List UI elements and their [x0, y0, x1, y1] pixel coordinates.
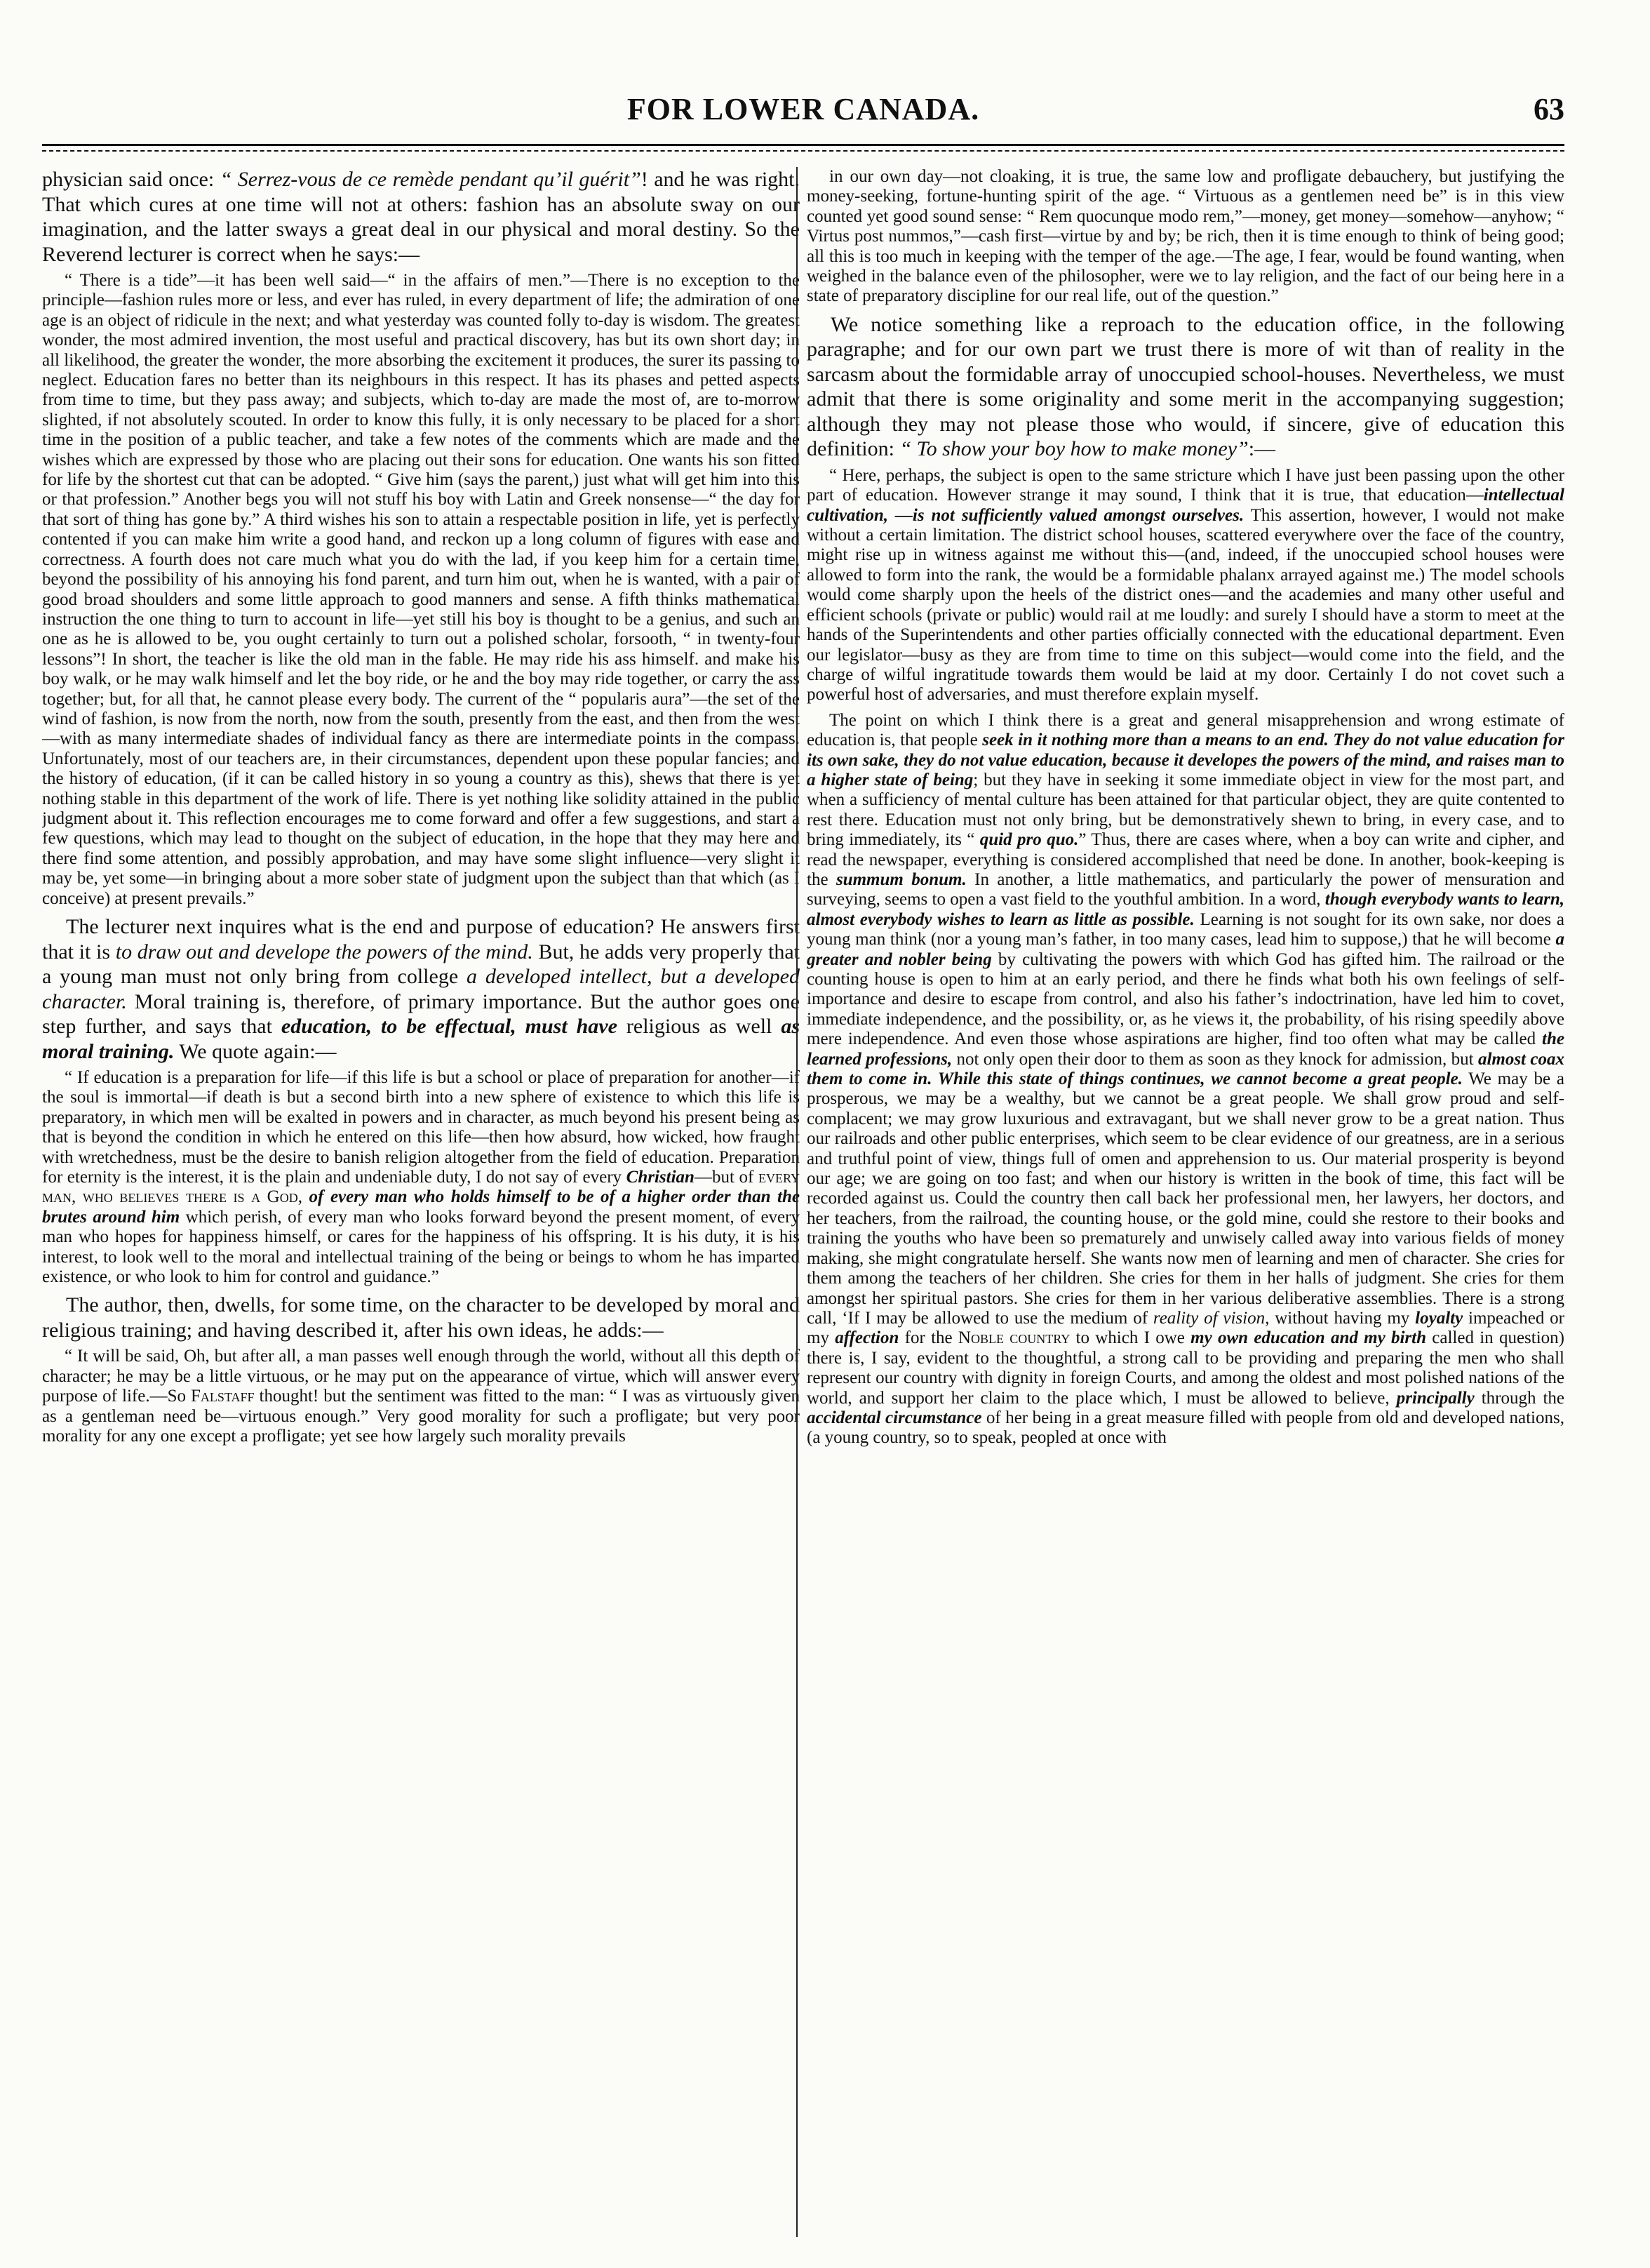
text-run: which perish, of every man who looks forward beyond the present moment, of every man who hopes for happiness himself, or cares for the happiness of his offspring. It is his duty, it is his interest, to look well to the moral and intellectual training of the being or beings to whom he has imparted existence, or who look to him for control and guidance.” [42, 1207, 800, 1287]
text-run: religious as well [617, 1015, 782, 1038]
emphasized-text: a greater and nobler being [807, 930, 1564, 969]
page-number: 63 [1534, 92, 1564, 126]
right-column [807, 167, 1564, 2237]
body-paragraph [42, 167, 800, 267]
block-quote-paragraph [42, 1068, 800, 1287]
text-run: ; but they have in seeking it some immediate object in view for the most part, and when a sufficiency of mental culture has been attained for that particular object, they are quite contented to rest there. Education must not only bring, but be demonstratively shewn to bring, in every case, and to bring immediately, its “ [807, 770, 1564, 850]
text-run: called in question) there is, I say, evident to the thoughtful, a strong call to be providing and preparing the men who shall represent our country with dignity in foreign Courts, and among the oldest and most polished nations of the world, and support her claim to the place which, I must be allowed to believe, [807, 1328, 1564, 1408]
body-paragraph [42, 1293, 800, 1342]
emphasized-text: intellectual cultivation, —is not sufficiently valued amongst ourselves. [807, 486, 1564, 525]
text-run: impeached or my [807, 1308, 1564, 1348]
text-run: “ If education is a preparation for life—if this life is but a school or place of preparation for another—if the soul is immortal—if death is but a second birth into a new sphere of existence to which this life is preparatory, in which men will be exalted in powers and in character, as much beyond his present being as that is beyond the condition in which he entered on this life—then how absurd, how wicked, how fraught with wretchedness, must be the desire to banish religion altogether from the field of education. Preparation for eternity is the interest, it is the plain and undeniable duty, I do not say of every [42, 1068, 800, 1187]
emphasized-text: principally [1396, 1388, 1475, 1408]
text-run: Moral training is, therefore, of primary importance. But the author goes one step further, and says that [42, 989, 800, 1038]
emphasized-text: loyalty [1415, 1308, 1463, 1328]
text-run: We quote again:— [174, 1039, 337, 1063]
block-quote-paragraph [807, 711, 1564, 1448]
header-rule-dashed [42, 150, 1564, 152]
text-run: But, he adds very properly that a young man must not only bring from college [42, 940, 800, 988]
text-run: in our own day—not cloaking, it is true, the same low and profligate debauchery, but justifying the money-seeking, fortune-hunting spirit of the age. “ Virtuous as a gentlemen need be” is in this view counted yet good sound sense: “ Rem quocunque modo rem,”—money, get money—somehow—anyhow; “ Virtus post nummos,”—cash first—virtue by and by; be rich, then it is time enough to think of being good; all this is too much in keeping with the temper of the age.—The age, I fear, would be found wanting, when weighed in the balance even of the philosopher, were we to lay religion, and the fact of our being here in a state of preparatory discipline for our real life, out of the question.” [807, 167, 1564, 306]
emphasized-text: summum bonum. [836, 869, 967, 889]
text-run: —but of [694, 1168, 758, 1187]
emphasized-text: Christian [626, 1168, 695, 1187]
text-run: for the [899, 1328, 958, 1348]
block-quote-paragraph [42, 271, 800, 909]
text-run: “ It will be said, Oh, but after all, a man passes well enough through the world, without all this depth of character; he may be a little virtuous, or he may put on the appearance of virtue, which will answer every purpose of life.—So [42, 1347, 800, 1406]
text-run: “ Here, perhaps, the subject is open to the same stricture which I have just been passing upon the other part of education. However strange it may sound, I think that it is true, that education— [807, 465, 1564, 505]
text-run: We notice something like a reproach to the education office, in the following paragraphe; and for our own part we trust there is more of wit than of reality in the sarcasm about the formidable array of unoccupied school-houses. Nevertheless, we must admit that there is some originality and some merit in the accompanying suggestion; although they may not please those who would, if sincere, give of education this definition: [807, 312, 1564, 461]
emphasized-text: “ Serrez-vous de ce remède pendant qu’il guérit” [220, 168, 641, 191]
header-rule [42, 144, 1564, 146]
text-run: ! and he was right. That which cures at one time will not at others: fashion has an absolute sway on our imagination, and the latter sways a great deal in our physical and moral destiny. So the Reverend lecturer is correct when he says:— [42, 168, 800, 266]
text-run: “ There is a tide”—it has been well said—“ in the affairs of men.”—There is no exception to the principle—fashion rules more or less, and ever has ruled, in every department of life; the admiration of one age is an object of ridicule in the next; and what yesterday was counted folly to-day is wisdom. The greatest wonder, the most admired invention, the most useful and practical discovery, has but its own short day; in all likelihood, the greater the wonder, the more absorbing the excitement it produces, the surer its passing to neglect. Education fares no better than its neighbours in this respect. It has its phases and petted aspects from time to time, but they pass away; and subjects, which to-day are made the most of, are to-morrow slighted, if not absolutely scouted. In order to know this fully, it is only necessary to be placed for a short time in the position of a public teacher, and take a few notes of the comments which are made and the wishes which are expressed by those who are placing out their sons for education. One wants his son fitted for life by the shortest cut that can be adopted. “ Give him (says the parent,) just what will get him into this or that profession.” Another begs you will not stuff his boy with Latin and Greek nonsense—“ the day for that sort of thing has gone by.” A third wishes his son to attain a respectable position in life, yet is perfectly contented if you can make him write a good hand, and reckon up a long column of figures with ease and correctness. A fourth does not care much what you do with the lad, if you keep him for a certain time, beyond the possibility of his annoying his fond parent, and turn him out, when he is wanted, with a pair of good broad shoulders and some little approach to good manners and sense. A fifth thinks mathematical instruction the one thing to turn to account in life—yet still his boy is thought to be a genius, and such an one as he is allowed to be, you ought certainly to turn out a polished scholar, forsooth, “ in twenty-four lessons”! In short, the teacher is like the old man in the fable. He may ride his ass himself. and make his boy walk, or he may walk himself and let the boy ride, or he and the boy may ride together, or carry the ass together; but, for all that, he cannot please every body. The current of the “ popularis aura”—the set of the wind of fashion, is now from the north, now from the south, presently from the east, and then from the west—with as many intermediate shades of individual fancy as there are intermediate points in the compass. Unfortunately, most of our teachers are, in their circumstances, dependent upon these popular fancies; and the history of education, (if it can be called history in so young a country as this), shews that there is yet nothing stable in this department of the work of life. There is yet nothing like solidity attained in the public judgment about it. This reflection encourages me to come forward and offer a few suggestions, and start a few questions, which may lead to thought on the subject of education, in the hope that they may here and there find some attention, and possibly approbation, and may have some slight influence—very slight it may be, yet some—in bringing about a more sober state of judgment upon the subject than that which (as I conceive) at present prevails.” [42, 271, 800, 908]
body-paragraph [807, 312, 1564, 462]
emphasized-text: of every man who holds himself to be of a higher order than the brutes around him [42, 1187, 800, 1227]
text-run: of her being in a great measure filled with people from old and developed nations, (a young country, so to speak, peopled at once with [807, 1408, 1564, 1448]
emphasized-text: the learned professions, [807, 1029, 1564, 1069]
text-run: ” Thus, there are cases where, when a boy can write and cipher, and read the newspaper, everything is considered accomplished that need be done. In another, book-keeping is the [807, 830, 1564, 889]
emphasized-text: every man, who believes there is a God, [42, 1168, 800, 1207]
text-run: by cultivating the powers with which God has gifted him. The railroad or the counting house is open to him at an early period, and there he finds what both his own feelings of self-importance and desire to escape from control, and also his father’s indoctrination, have led him to covet, immediate independence, and the possibility, or, as he views it, the probability, of his rising speedily above mere independence. And even those whose aspirations are higher, find too often what may be called [807, 949, 1564, 1049]
block-quote-paragraph [807, 466, 1564, 705]
emphasized-text: accidental circumstance [807, 1408, 982, 1427]
block-quote-paragraph [807, 167, 1564, 307]
emphasized-text: though everybody wants to learn, almost everybody wishes to learn as little as possible. [807, 890, 1564, 929]
emphasized-text: almost coax them to come in. While this state of things continues, we cannot become a great people. [807, 1049, 1564, 1089]
emphasized-text: quid pro quo. [979, 830, 1079, 850]
text-run: The lecturer next inquires what is the end and purpose of education? He answers first that it is [42, 915, 800, 963]
text-run: to which I owe [1070, 1328, 1191, 1348]
emphasized-text: Noble country [958, 1328, 1071, 1348]
body-paragraph [42, 914, 800, 1064]
text-run: :— [1248, 437, 1276, 461]
text-run: through the [1474, 1388, 1564, 1408]
text-run: The author, then, dwells, for some time, on the character to be developed by moral and religious training; and having described it, after his own ideas, he adds:— [42, 1293, 800, 1342]
block-quote-paragraph [42, 1347, 800, 1446]
emphasized-text: Falstaff [191, 1387, 255, 1406]
text-run: In another, a little mathematics, and particularly the power of mensuration and surveying, seems to open a vast field to the youthful ambition. In a word, [807, 869, 1564, 909]
text-run [302, 1187, 309, 1206]
text-run: This assertion, however, I would not make without a certain limitation. The district school houses, scattered everywhere over the face of the country, might rise up in witness against me without this—(and, indeed, if the unoccupied school houses were allowed to form into the rank, the would be a formidable phalanx arrayed against me.) The model schools would come sharply upon the heels of the district ones—and the academies and many other useful and efficient schools (private or public) would rail at me loudly: and surely I should have a storm to meet at the hands of the Superintendents and other parties officially connected with the educational department. Even our legislator—busy as they are from time to time on this subject—would come into the field, and the charge of wilful ingratitude towards them would be laid at my door. Certainly I do not covet such a powerful host of adversaries, and must therefore explain myself. [807, 505, 1564, 705]
emphasized-text: reality of vision, [1153, 1308, 1270, 1328]
column-divider [796, 167, 798, 2237]
emphasized-text: as moral training. [42, 1015, 800, 1063]
emphasized-text: affection [835, 1328, 899, 1348]
text-run: We may be a prosperous, we may be a wealthy, but we cannot be a great people. We shall grow proud and self-complacent; we may grow luxurious and extravagant, but we shall never grow to be a great nation. Thus our railroads and other public enterprises, which seem to be clear evidence of our greatness, are in a serious and truthful point of view, things full of omen and apprehension to us. Our material prosperity is beyond our age; we are going on too fast; and when our history is written in the book of time, this fact will be recorded against us. Could the country then call back her professional men, her lawyers, her doctors, and her teachers, from the railroad, the counting house, or the gold mine, could she restore to their books and training the youths who have been so prematurely and unwisely called away into various fields of money making, she might congratulate herself. She wants now men of learning and men of character. She cries for them among the teachers of her children. She cries for them in her halls of judgment. She cries for them amongst her spiritual pastors. She cries for them in her various deliberative assemblies. There is a strong call, ‘If I may be allowed to use the medium of [807, 1069, 1564, 1328]
text-run: not only open their door to them as soon as they knock for admission, but [952, 1049, 1478, 1069]
text-run: Learning is not sought for its own sake, nor does a young man think (nor a young man’s father, in too many cases, lead him to suppose,) that he will become [807, 909, 1564, 949]
text-run: thought! but the sentiment was fitted to the man: “ I was as virtuously given as a gentleman need be—virtuous enough.” Very good morality for such a profligate; but very poor morality for any one except a profligate; yet see how largely such morality prevails [42, 1387, 800, 1446]
emphasized-text: “ To show your boy how to make money” [899, 437, 1249, 461]
emphasized-text: a developed intellect, but a developed character. [42, 965, 800, 1013]
text-run: physician said once: [42, 168, 220, 191]
running-title: FOR LOWER CANADA. [626, 92, 980, 126]
emphasized-text: seek in it nothing more than a means to an end. They do not value education for its own sake, they do not value education, because it developes the powers of the mind, and raises man to a higher state of being [807, 731, 1564, 789]
text-run: without having my [1269, 1308, 1416, 1328]
emphasized-text: education, to be effectual, must have [281, 1015, 617, 1038]
emphasized-text: my own education and my birth [1190, 1328, 1427, 1348]
text-run: The point on which I think there is a great and general misapprehension and wrong estimate of education is, that people [807, 710, 1564, 750]
left-column [42, 167, 800, 2237]
emphasized-text: to draw out and develope the powers of the mind. [115, 940, 533, 963]
running-head [42, 91, 1564, 140]
